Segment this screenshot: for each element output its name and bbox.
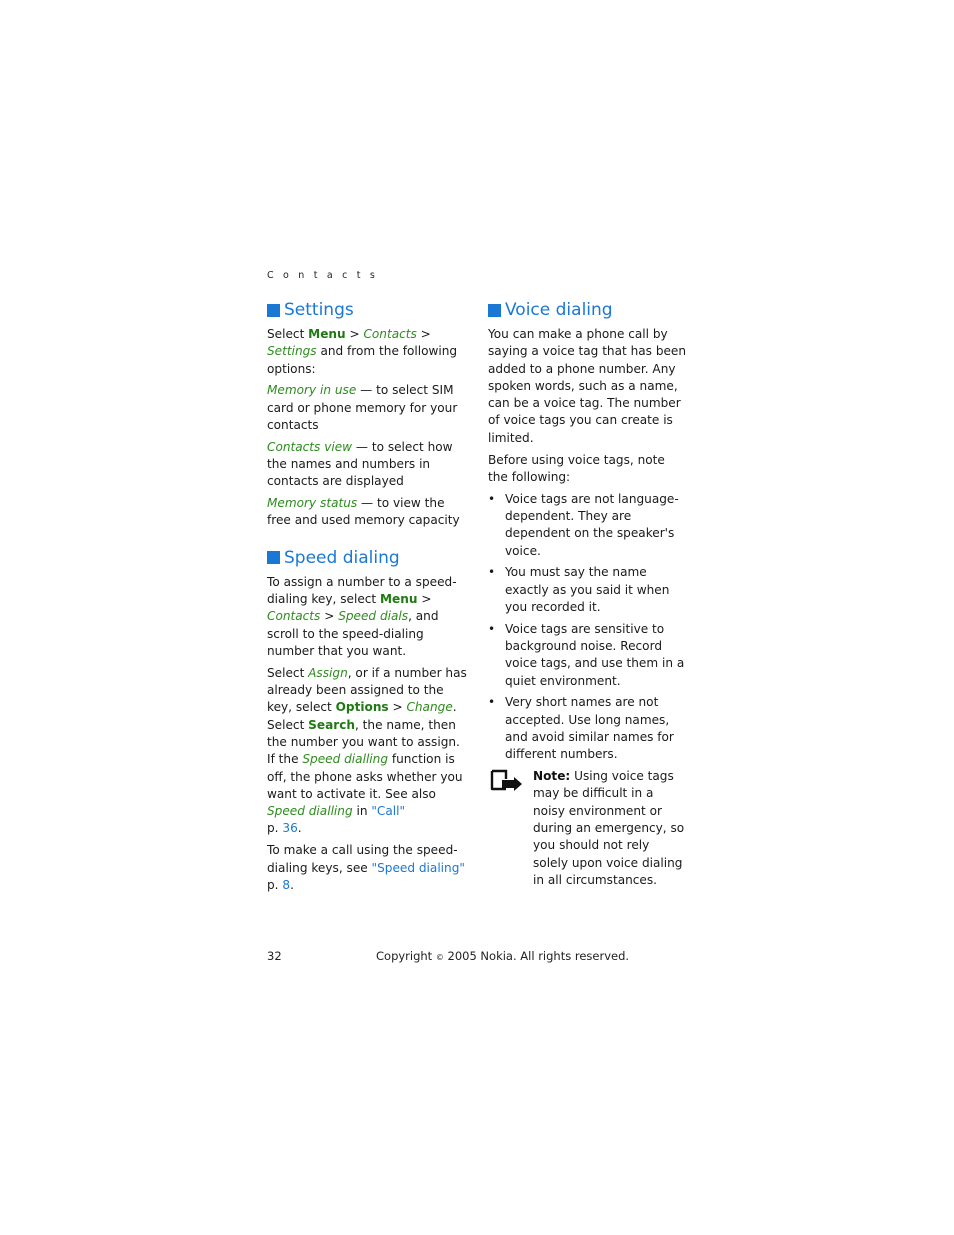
list-item	[488, 564, 688, 616]
voice-dialing-paragraph-1: You can make a phone call by saying a voice tag that has been added to a phone number. Any spoken words, such as a name, can be a voice tag. The number of voice tags you can create is limited.	[488, 327, 687, 445]
speed-dialing-paragraph-2	[267, 665, 467, 838]
voice-tag-bullet-list	[488, 491, 688, 764]
speed-dialling-setting: Speed dialling	[302, 752, 388, 767]
text: , and scroll to the speed-dialing number that you want.	[267, 609, 439, 658]
speed-dialing-paragraph-3	[267, 842, 467, 894]
voice-dialing-section	[488, 298, 688, 889]
text: Select	[267, 665, 309, 680]
menu-keyword: Menu	[380, 592, 418, 607]
text: To make a call using the speed-dialing keys, see	[267, 843, 458, 875]
note-block	[488, 768, 688, 889]
bullet-icon: •	[488, 565, 496, 580]
text: , the name, then the number you want to assign. If the	[267, 717, 460, 767]
bullet-icon: •	[488, 491, 496, 506]
voice-dialing-heading	[488, 298, 688, 322]
bullet-icon: •	[488, 695, 496, 710]
settings-intro	[267, 326, 467, 378]
option-name: Memory status	[267, 496, 358, 511]
separator: >	[417, 592, 432, 607]
contacts-menu-item: Contacts	[267, 609, 321, 624]
copyright-text: 2005 Nokia. All rights reserved.	[443, 949, 630, 963]
voice-dialing-heading-text: Voice dialing	[505, 300, 613, 320]
section-square-icon	[267, 304, 280, 317]
speed-dialing-section	[267, 546, 467, 894]
note-text: Using voice tags may be difficult in a noisy environment or during an emergency, so you should not rely solely upon voice dialing in all circumstances.	[533, 769, 685, 887]
text: . Select	[267, 700, 457, 732]
copyright-notice	[376, 948, 629, 966]
separator: >	[388, 700, 407, 715]
settings-heading	[267, 298, 467, 322]
option-name: Contacts view	[267, 439, 353, 454]
text: p.	[267, 821, 283, 836]
text: .	[290, 877, 294, 892]
settings-menu-item: Settings	[267, 344, 317, 359]
separator: >	[345, 327, 364, 341]
list-item-text: Very short names are not accepted. Use long names, and avoid similar names for different numbers.	[505, 695, 674, 762]
option-memory-in-use	[267, 382, 467, 434]
section-square-icon	[488, 304, 501, 317]
option-memory-status	[267, 495, 467, 530]
list-item-text: You must say the name exactly as you said it when you recorded it.	[505, 565, 670, 614]
assign-option: Assign	[308, 665, 348, 680]
change-option: Change	[406, 700, 453, 715]
text: Select	[267, 327, 309, 341]
text: To assign a number to a speed-dialing key, select	[267, 574, 457, 607]
option-desc: — to view the free and used memory capacity	[267, 496, 460, 528]
right-column	[488, 298, 688, 889]
speed-dialling-setting: Speed dialling	[267, 804, 353, 819]
speed-dialing-heading-text: Speed dialing	[284, 547, 400, 568]
call-link[interactable]: "Call"	[371, 804, 406, 819]
copyright-symbol: ©	[435, 953, 444, 962]
speed-dialing-paragraph-1	[267, 574, 467, 660]
search-keyword: Search	[308, 717, 355, 732]
section-square-icon	[267, 551, 280, 564]
list-item	[488, 694, 688, 763]
list-item	[488, 621, 688, 690]
text: function is off, the phone asks whether you want to activate it. See also	[267, 752, 463, 801]
menu-keyword: Menu	[308, 327, 346, 341]
page-36-link[interactable]: 36	[282, 821, 298, 836]
text: .	[297, 821, 302, 836]
option-desc: — to select how the names and numbers in contacts are displayed	[267, 439, 453, 489]
text: in	[352, 804, 372, 819]
settings-heading-text: Settings	[284, 300, 354, 320]
page-8-link[interactable]: 8	[282, 877, 291, 892]
speed-dialing-link[interactable]: "Speed dialing"	[371, 860, 465, 875]
contacts-menu-item: Contacts	[363, 327, 417, 341]
copyright-text: Copyright	[376, 949, 436, 963]
bullet-icon: •	[488, 621, 496, 636]
left-column	[267, 298, 467, 899]
speed-dialing-heading	[267, 546, 467, 570]
settings-section	[267, 298, 467, 530]
note-hand-icon	[489, 768, 523, 792]
option-name: Memory in use	[267, 383, 357, 398]
separator: >	[320, 609, 339, 624]
text: , or if a number has already been assigned to the key, select	[267, 665, 467, 715]
note-label: Note:	[533, 769, 571, 784]
options-keyword: Options	[335, 700, 389, 715]
list-item-text: Voice tags are sensitive to background noise. Record voice tags, and use them in a quiet environment.	[505, 621, 685, 688]
text: p.	[267, 877, 283, 892]
page-number: 32	[267, 949, 282, 963]
speed-dials-menu-item: Speed dials	[338, 609, 409, 624]
list-item-text: Voice tags are not language-dependent. They are dependent on the speaker's voice.	[505, 491, 679, 558]
running-header: C o n t a c t s	[267, 270, 379, 281]
list-item	[488, 491, 688, 560]
option-contacts-view	[267, 439, 467, 491]
voice-dialing-paragraph-2: Before using voice tags, note the following:	[488, 452, 665, 484]
separator: >	[416, 327, 431, 341]
text: and from the following options:	[267, 344, 458, 376]
option-desc: — to select SIM card or phone memory for your contacts	[267, 383, 458, 432]
